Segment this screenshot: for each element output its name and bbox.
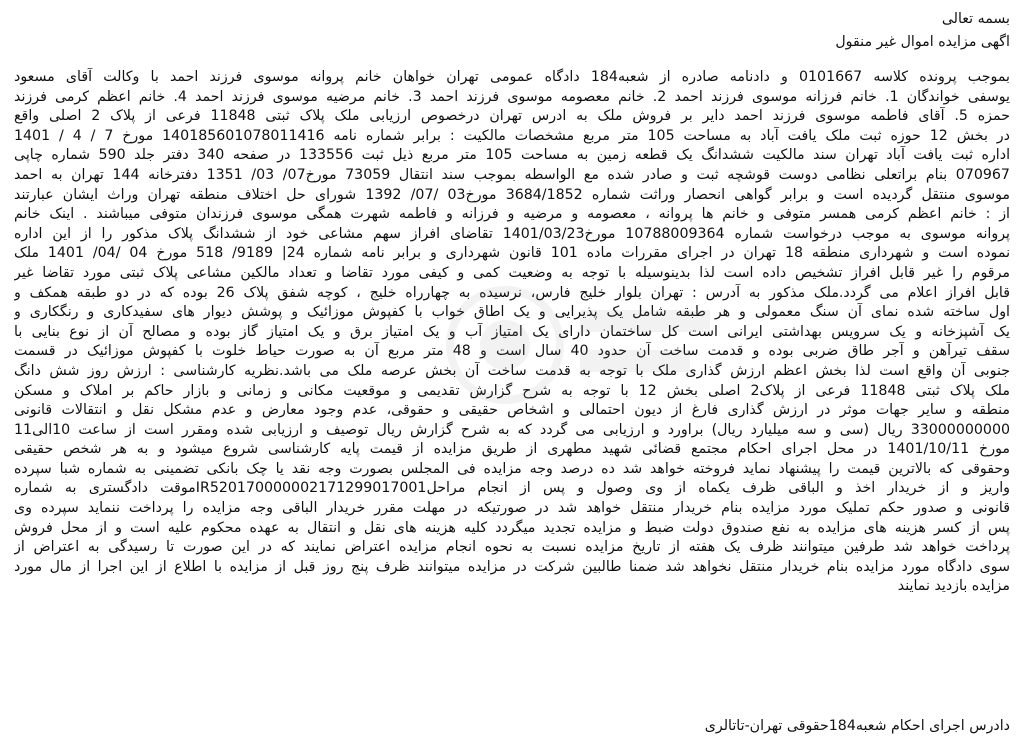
body-line: واریز و از خریدار اخذ و الباقی ظرف یکماه از وی وصول و پس از انجام مراحلIR520170000002171299017001موقت دادگستری به شماره <box>14 480 1010 497</box>
body-line: قابل افراز اعلام می گردد.ملک مذکور به آدرس : تهران بلوار خلیج فارس، نرسیده به چهارراه خلیج ، کوچه شفق پلاک 26 بوده که در دو طبقه همکف و <box>14 284 1010 301</box>
body-line: جنوبی آن واقع است لذا بخش اعظم ارزش گذاری ملک با توجه به قدمت ساخت آن بخش عرصه ملک می باشد.نظریه کارشناسی : ارزش روز شش دانگ <box>14 362 1010 379</box>
notice-title: اگهی مزایده اموال غیر منقول <box>835 34 1010 50</box>
body-line: مرقوم را غیر قابل افراز تشخیص داده است لذا بدینوسیله با توجه به وضعیت کمی و کیفی مورد تقاضا و تعداد مالکین مشاعی پلاک ثبتی مورد تقاضا غیر <box>14 264 1010 281</box>
body-line: اول ساخته شده نمای آن سنگ معمولی و هر طبقه شامل یک پذیرایی و یک اطاق خواب با کفپوش موزائیک و پوشش دیوار های سفیدکاری و رنگکاری و <box>14 304 1010 321</box>
body-line: پس از کسر هزینه های مزایده به نفع صندوق دولت ضبط و مزایده تجدید میگردد کلیه هزینه های نقل و انتقال به عهده محکوم علیه است و از محل فروش <box>14 519 1010 536</box>
bismillah-heading: بسمه تعالی <box>941 11 1010 27</box>
body-line: مورخ 1401/10/11 در محل اجرای احکام مجتمع قضائی شهید مطهری از طریق مزایده از قیمت پایه کارشناسی شروع میشود و به هر شخص حقیقی <box>14 441 1010 458</box>
body-line: سقف تیرآهن و آجر طاق ضربی بوده و قدمت ساخت آن حدود 40 سال است و 48 متر مربع آن به صورت حیاط خلوت با کفپوش موزائیک در قسمت <box>14 343 1010 360</box>
body-line: منطقه و سایر جهات موثر در ارزش گذاری فارغ از دیون احتمالی و اشخاص حقیقی و حقوقی، عدم وجود معارض و عدم مشکل نقل و انتقالات قانونی <box>14 402 1010 419</box>
body-line: از : خانم اعظم کرمی همسر متوفی و خانم ها پروانه ، معصومه و مرضیه و فرزانه و فاطمه شهرت همگی موسوی فرزندان متوفی میباشند . اینک خانم <box>14 206 1010 223</box>
body-line: نموده است و شهرداری منطقه 18 تهران در اجرای مقررات ماده 101 قانون شهرداری و برابر نامه شماره 24| 9189/ 518 مورخ 04 /04/ 1401 ملک <box>14 245 1010 262</box>
body-line: بموجب پرونده کلاسه 0101667 و دادنامه صادره از شعبه184 دادگاه عمومی تهران خواهان خانم پروانه موسوی فرزند احمد با وکالت آقای مسعود <box>14 69 1010 85</box>
body-line: 070967 بنام براتعلی نظامی دوست قوشچه ثبت و صادر شده مع الواسطه بموجب سند انتقال 73059 مورخ07/ 03/ 1351 دفترخانه 144 تهران به احمد <box>14 166 1010 183</box>
body-line: موسوی منتقل گردیده است و برابر گواهی انحصار وراثت شماره 3684/1852 مورخ03 /07/ 1392 شورای حل اختلاف منطقه تهران وراث ایشان عبارتند <box>14 186 1010 203</box>
body-line: یک آشپزخانه و یک سرویس بهداشتی ایرانی است کل ساختمان دارای یک امتیاز آب و یک امتیاز برق و یک امتیاز گاز بوده و مصالح آن از نوع بنایی با <box>14 323 1010 340</box>
body-line: در بخش 12 حوزه ثبت ملک یافت آباد به مساحت 105 متر مربع مشخصات مالکیت : برابر شماره نامه 14018560107801141​6 مورخ 7 / 4 / 1401 <box>14 127 1010 144</box>
signature-footer: دادرس اجرای احکام شعبه184حقوقی تهران-تاتالری <box>704 718 1010 734</box>
body-line: سوی دادگاه مورد مزایده بنام خریدار منتقل نخواهد شد ضمنا طالبین شرکت در مزایده میتوانند ظرف پنج روز قبل از مزایده با اطلاع از این اجرا از مال مورد <box>14 558 1010 575</box>
body-line: یوسفی خواندگان 1. خانم فرزانه موسوی فرزند احمد 2. خانم معصومه موسوی فرزند احمد 3. خانم مرضیه موسوی فرزند احمد 4. خانم اعظم کرمی فرزند <box>14 88 1010 105</box>
body-line: اداره ثبت یافت آباد تهران سند مالکیت ششدانگ یک قطعه زمین به مساحت 105 متر مربع ذیل ثبت 133556 در صفحه 340 دفتر جلد 590 شماره چاپی <box>14 147 1010 164</box>
body-line: ملک پلاک ثبتی 11848 فرعی از پلاک2 اصلی بخش 12 با توجه به شرح گزارش تقدیمی و موقعیت مکانی و زمانی و بازار حاکم بر املاک و مسکن <box>14 382 1010 399</box>
notice-body <box>14 68 1010 597</box>
body-line: 33000000000 ریال (سی و سه میلیارد ریال) براورد و ارزیابی می گردد که به شرح گزارش ریال توصیف و ارزیابی شده ومقرر است از ساعت 10الی11 <box>14 421 1010 438</box>
body-line: پرداخت خواهد شد طرفین میتوانند ظرف یک هفته از تاریخ مزایده نسبت به نحوه انجام مزایده اعتراض نمایند که در این صورت تا رسیدگی به اعتراض از <box>14 539 1010 556</box>
body-line: مزایده بازدید نمایند <box>897 578 1010 595</box>
body-line: حمزه 5. آقای فاطمه موسوی فرزند احمد دایر بر فروش ملک به ادرس تهران درخصوص ارزیابی ملک پلاک ثبتی 11848 فرعی از پلاک 2 اصلی واقع <box>14 108 1010 125</box>
body-line: پروانه موسوی به موجب درخواست شماره 10788009364 مورخ1401/03/23 تقاضای افراز سهم مشاعی خود از ششدانگ پلاک مذکور را از این اداره <box>14 225 1010 242</box>
body-line: وحقوقی که بالاترین قیمت را پیشنهاد نماید فروخته خواهد شد ده درصد وجه مزایده فی المجلس بصورت وجه نقد یا چک بانکی تضمینی به شماره شبا سپرده <box>14 460 1010 477</box>
body-line: قانونی و صدور حکم تملیک مورد مزایده بنام خریدار منتقل خواهد شد در صورتیکه در مهلت مقرر خریدار الباقی وجه مزایده را پرداخت ننماید سپرده وی <box>14 500 1010 517</box>
